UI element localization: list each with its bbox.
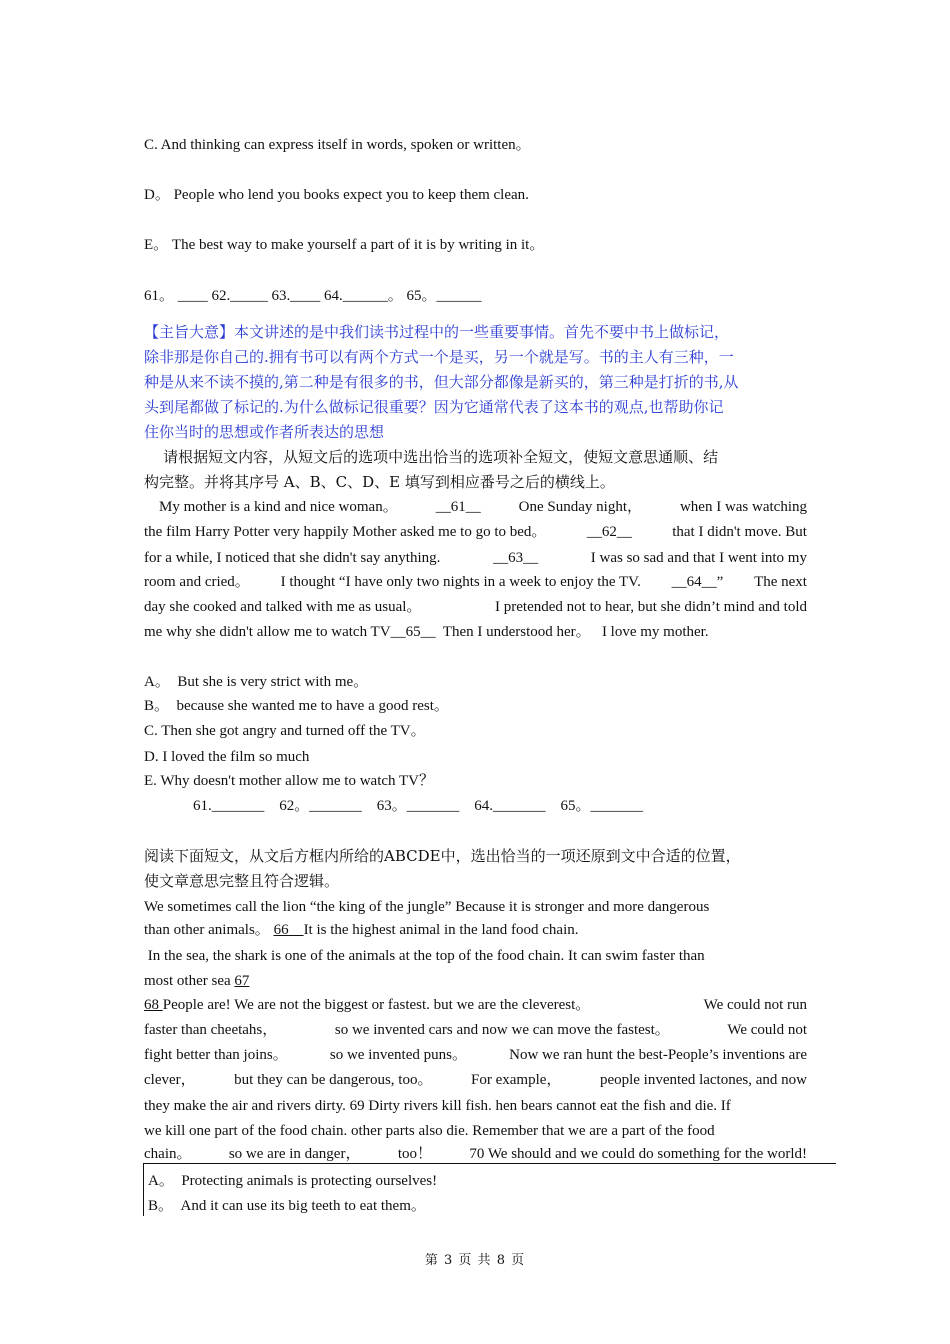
passage-line: We sometimes call the lion “the king of the jungle” Because it is stronger and more dangerous — [144, 899, 710, 915]
passage-line: day she cooked and talked with me as usual。 I pretended not to hear, but she didn’t mind and told — [144, 599, 807, 615]
page-footer: 第 3 页 共 8 页 — [424, 1253, 526, 1268]
instruction-line: 请根据短文内容，从短文后的选项中选出恰当的选项补全短文，使短文意思通顺、结 — [144, 448, 719, 466]
passage-line: most other sea 67 — [144, 973, 250, 989]
blank-63: __63__ — [493, 550, 539, 566]
blank-64: __64__” — [671, 574, 724, 590]
passage-line: chain。 so we are in danger， too！ 70 We should and we could do something for the world! — [144, 1146, 807, 1162]
summary-line: 【主旨大意】本文讲述的是中我们读书过程中的一些重要事情。首先不要中书上做标记， — [144, 323, 730, 341]
blank-65: __65__ — [390, 624, 436, 640]
summary-line: 住你当时的思想或作者所表达的思想 — [144, 423, 385, 441]
passage-line: 68 People are! We are not the biggest or fastest. but we are the cleverest。 We could not run — [144, 997, 807, 1013]
passage-line: they make the air and rivers dirty. 69 Dirty rivers kill fish. hen bears cannot eat the fish and die. If — [144, 1098, 731, 1114]
instruction-line: 阅读下面短文，从文后方框内所给的ABCDE中，选出恰当的一项还原到文中合适的位置， — [144, 847, 741, 865]
option-e: E. Why doesn't mother allow me to watch TV？ — [144, 773, 435, 789]
passage-line: My mother is a kind and nice woman。 __61__ One Sunday night， when I was watching — [144, 499, 807, 515]
answer-line: 61。 ____ 62._____ 63.____ 64.______。 65。______ — [144, 288, 482, 304]
instruction-line: 使文章意思完整且符合逻辑。 — [144, 872, 340, 890]
passage-line: than other animals。 66 It is the highest animal in the land food chain. — [144, 922, 579, 938]
passage-line: room and cried。 I thought “I have only two nights in a week to enjoy the TV. __64__” The next — [144, 574, 807, 590]
summary-line: 头到尾都做了标记的.为什么做标记很重要？因为它通常代表了这本书的观点,也帮助你记 — [144, 398, 724, 416]
box-option-a: A。 Protecting animals is protecting ourselves! — [148, 1173, 438, 1189]
option-e: E。 The best way to make yourself a part of it is by writing in it。 — [144, 237, 545, 253]
passage-line: for a while, I noticed that she didn't say anything. __63__ I was so sad and that I went into my — [144, 550, 807, 566]
blank-67: 67 — [234, 973, 250, 989]
passage-line: the film Harry Potter very happily Mother asked me to go to bed。 __62__ that I didn't move. But — [144, 524, 807, 540]
blank-61: __61__ — [435, 499, 481, 515]
blank-62: __62__ — [586, 524, 632, 540]
option-c: C. Then she got angry and turned off the TV。 — [144, 723, 426, 739]
summary-line: 除非那是你自己的.拥有书可以有两个方式一个是买，另一个就是写。书的主人有三种，一 — [144, 348, 734, 366]
instruction-line: 构完整。并将其序号 A、B、C、D、E 填写到相应番号之后的横线上。 — [144, 473, 615, 491]
passage-line: clever， but they can be dangerous, too。 For example， people invented lactones, and now — [144, 1072, 807, 1088]
passage-line: faster than cheetahs， so we invented cars and now we can move the fastest。 We could not — [144, 1022, 807, 1038]
option-d: D。 People who lend you books expect you to keep them clean. — [144, 187, 529, 203]
summary-line: 种是从来不读不摸的,第二种是有很多的书，但大部分都像是新买的，第三种是打折的书,从 — [144, 373, 739, 391]
blank-68: 68 — [144, 997, 159, 1013]
answer-line: 61._______ 62。_______ 63。_______ 64._______ 65。_______ — [193, 798, 644, 814]
blank-66: 66 — [273, 922, 289, 938]
box-option-b: B。 And it can use its big teeth to eat them。 — [148, 1198, 426, 1214]
option-a: A。 But she is very strict with me。 — [144, 674, 369, 690]
option-d: D. I loved the film so much — [144, 749, 310, 765]
passage-line: fight better than joins。 so we invented puns。 Now we ran hunt the best-People’s inventions are — [144, 1047, 807, 1063]
option-c: C. And thinking can express itself in words, spoken or written。 — [144, 137, 531, 153]
option-b: B。 because she wanted me to have a good rest。 — [144, 698, 449, 714]
passage-line: me why she didn't allow me to watch TV__65__ Then I understood her。 I love my mother. — [144, 624, 709, 640]
passage-line: we kill one part of the food chain. other parts also die. Remember that we are a part of the food — [144, 1123, 715, 1139]
passage-line: In the sea, the shark is one of the animals at the top of the food chain. It can swim faster than — [144, 948, 705, 964]
